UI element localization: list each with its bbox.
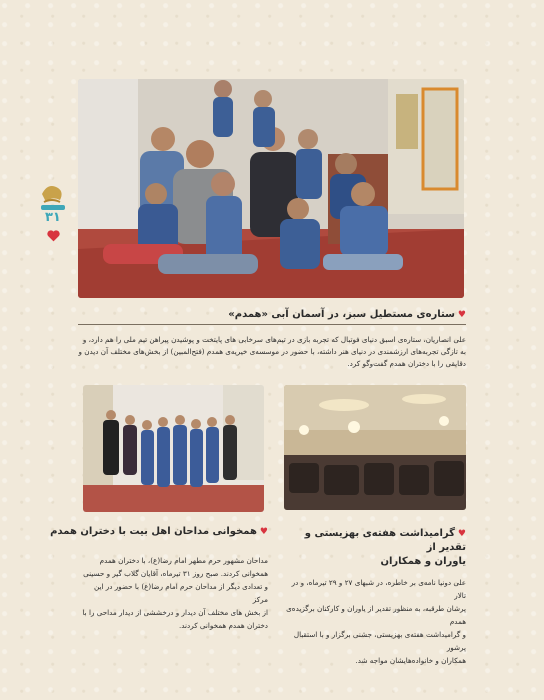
magazine-logo [38,180,68,242]
right-article-title-line2: یاوران و همکاران [380,556,466,567]
paragraph-line: از بخش های مختلف آن دیدار و درخششی از دیدار مداحی را با [82,608,268,617]
paragraph-line: و گرامیداشت هفته‌ی بهزیستی، جشنی برگزار و با استقبال پرشور [293,630,466,652]
paragraph-line: همکاران و خانواده‌هایشان مواجه شد. [355,656,466,665]
paragraph-line: و تعدادی دیگر از مداحان حرم امام رضا(ع) با حضور در این مرکز [94,582,268,604]
photo-welfare-week-ceremony [284,385,466,510]
paragraph-line: دختران همدم همخوانی کردند. [178,621,268,630]
paragraph-line: مداحان مشهور حرم مطهر امام رضا(ع)، با دختران همدم [99,556,268,565]
heart-icon [47,227,60,246]
right-article-body [282,576,466,667]
photo-football-star-visit [78,79,464,298]
paragraph-line: به تازگی تجربه‌های ارزشمندی در دنیای هنر داشته، با حضور در موسسه‌ی خیریه‌ی همدم (فتح‌المبین) از بخش‌های مختلف آن دیدن و [78,347,466,356]
heart-icon: ♥ [457,529,466,539]
left-article-title: ♥همخوانی مداحان اهل بیت با دختران همدم [50,526,268,537]
paragraph-line: علی دونیا نامه‌ی بر خاطره، در شبهای ۲۷ و ۲۹ تیرماه، و در تالار [291,578,466,600]
paragraph-line: علی انصاریان، ستاره‌ی اسبق دنیای فوتبال که تجربه بازی در تیم‌های سرخابی های پایتخت و پوشیدن پیراهن تیم ملی را هم دارد، و [82,335,466,344]
divider [78,324,466,325]
heart-icon: ♥ [259,527,268,537]
main-article-body [70,334,466,370]
issue-number: ۳۱ [45,210,61,225]
paragraph-line: پرشان طرقبه، به منظور تقدیر از یاوران و کارکنان برگزیده‌ی همدم [286,604,466,626]
right-article-title: ♥گرامیداشت هفته‌ی بهزیستی و تقدیر از یاوران و همکاران [282,527,466,569]
photo-eulogists-singing [83,385,264,512]
paragraph-line: همخوانی کردند. صبح روز ۳۱ تیرماه، آقایان گلاب گیر و حسینی [83,569,268,578]
paragraph-line: دقایقی را با دختران همدم گفت‌وگو کرد. [347,359,466,368]
main-article-title: ♥ستاره‌ی مستطیل سبز، در آسمان آبی «همدم» [228,309,466,320]
left-article-body [78,554,268,632]
heart-icon: ♥ [457,310,466,320]
